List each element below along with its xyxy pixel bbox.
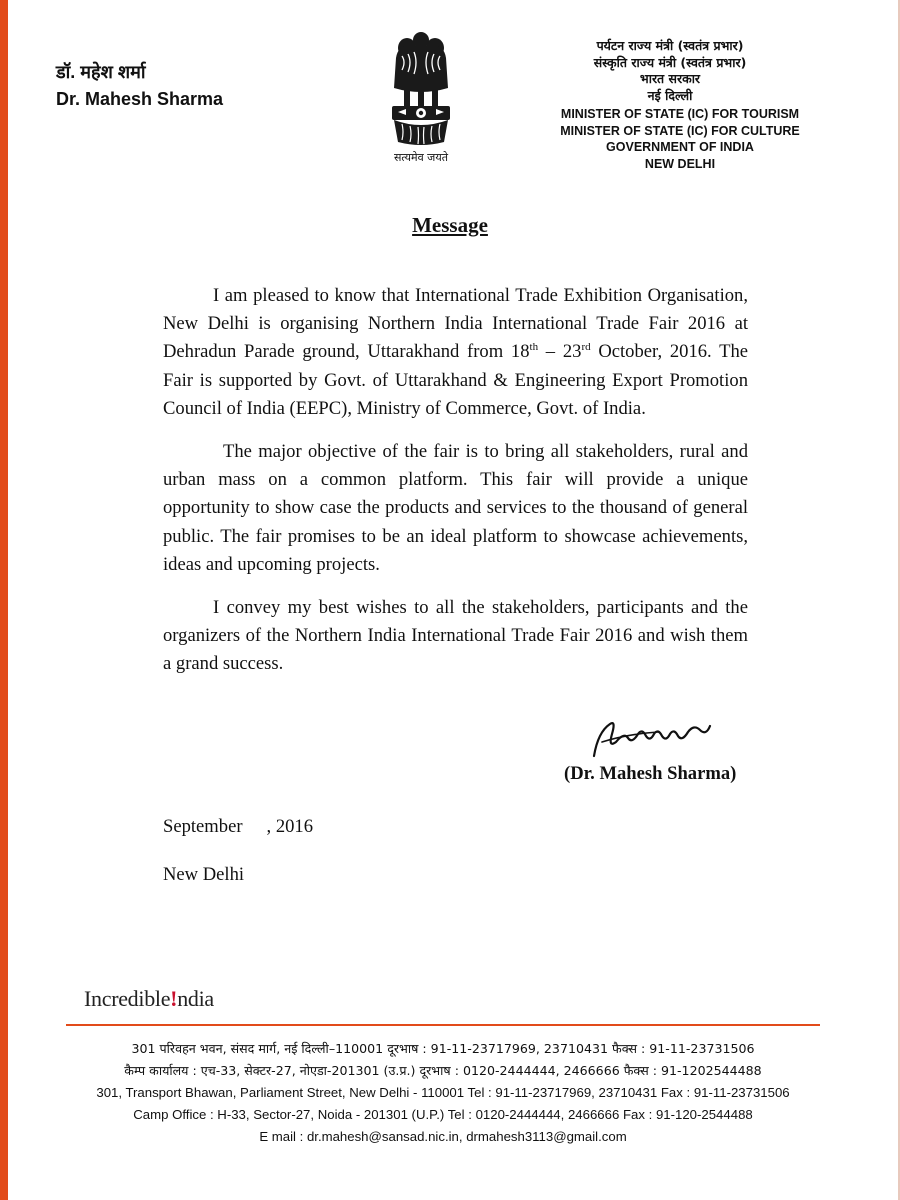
paragraph-text: October, 2016. The Fair is supported by Govt. of Uttarakhand & Engineering Export Promotion Council of India (EEPC), Ministry of Commerce, Govt. of India. (163, 341, 748, 419)
national-emblem-icon (388, 30, 454, 148)
letter-place: New Delhi (163, 864, 245, 885)
national-emblem (376, 30, 466, 170)
handwritten-signature (588, 712, 718, 764)
brand-text: ndia (177, 986, 214, 1011)
footer-camp-office-hindi: कैम्प कार्यालय : एच-33, सेक्टर-27, नोएडा-201301 (उ.प्र.) दूरभाष : 0120-2444444, 2466666 फैक्स : 91-1202544488 (124, 1063, 762, 1078)
sender-name-block (56, 60, 223, 112)
page-border-left (0, 0, 8, 1200)
title-hindi-line: नई दिल्ली (647, 87, 693, 103)
footer-contact (66, 1038, 820, 1148)
title-english-line: GOVERNMENT OF INDIA (606, 140, 754, 154)
paragraph-text: – 23 (538, 341, 582, 363)
title-english-line: MINISTER OF STATE (IC) FOR CULTURE (560, 123, 800, 138)
superscript: th (529, 341, 539, 354)
title-hindi-line: संस्कृति राज्य मंत्री (स्वतंत्र प्रभार) (593, 54, 747, 70)
sender-name-english: Dr. Mahesh Sharma (56, 89, 224, 109)
superscript: rd (581, 341, 591, 354)
footer-divider (66, 1024, 820, 1026)
footer-address-hindi: 301 परिवहन भवन, संसद मार्ग, नई दिल्ली–110001 दूरभाष : 91-11-23717969, 23710431 फैक्स : 91-11-23731506 (131, 1041, 755, 1056)
sender-name-hindi: डॉ. महेश शर्मा (56, 62, 146, 82)
office-titles-hindi (550, 38, 790, 104)
footer-email: E mail : dr.mahesh@sansad.nic.in, drmahesh3113@gmail.com (259, 1129, 627, 1144)
signatory-name: (Dr. Mahesh Sharma) (564, 763, 737, 784)
message-paragraph-3: I convey my best wishes to all the stakeholders, participants and the organizers of the Northern India International Trade Fair 2016 and wish them a grand success. (163, 597, 748, 675)
date-year: , 2016 (266, 816, 313, 837)
emblem-motto: सत्यमेव जयते (393, 151, 448, 164)
footer-camp-office-english: Camp Office : H-33, Sector-27, Noida - 201301 (U.P.) Tel : 0120-2444444, 2466666 Fax : 91-120-2544488 (133, 1107, 753, 1122)
incredible-india-logo (84, 986, 214, 1012)
brand-exclaim: ! (170, 986, 178, 1011)
title-hindi-line: भारत सरकार (639, 71, 701, 86)
message-paragraph-1 (163, 282, 748, 423)
paragraph-text: I am pleased to know that International Trade Exhibition Organisation, New Delhi is organising Northern India International Trade Fair 2016 at Dehradun Parade ground, Uttarakhand from 18 (163, 285, 748, 363)
title-hindi-line: पर्यटन राज्य मंत्री (स्वतंत्र प्रभार) (596, 38, 744, 53)
message-heading: Message (412, 213, 488, 237)
title-english-line: MINISTER OF STATE (IC) FOR TOURISM (560, 107, 800, 121)
office-titles (530, 38, 830, 172)
date-month: September (163, 816, 243, 837)
message-body (163, 282, 748, 694)
brand-text: Incredible (84, 986, 171, 1011)
title-english-line: NEW DELHI (644, 156, 716, 171)
letter-date (163, 814, 313, 840)
message-paragraph-2: The major objective of the fair is to bring all stakeholders, rural and urban mass on a common platform. This fair will provide a unique opportunity to show case the products and services to the thousand of general public. The fair promises to be an ideal platform to showcase achievements, ideas and upcoming projects. (163, 441, 748, 575)
footer-address-english: 301, Transport Bhawan, Parliament Street, New Delhi - 110001 Tel : 91-11-23717969, 23710431 Fax : 91-11-23731506 (96, 1085, 790, 1100)
